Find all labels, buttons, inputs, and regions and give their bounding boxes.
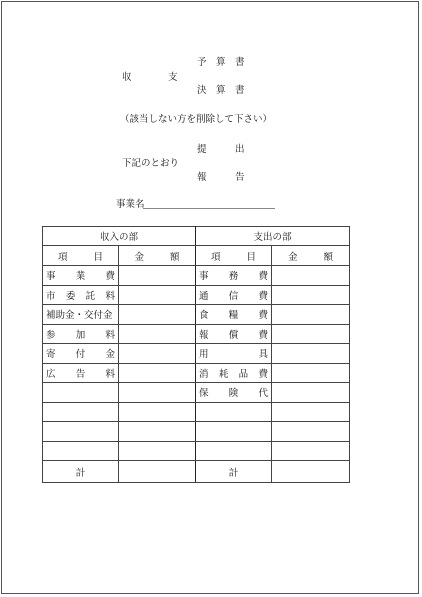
expense-section-header: 支出の部 — [196, 227, 350, 246]
income-item-char: 託 — [85, 290, 96, 302]
expense-item-char: 代 — [258, 388, 268, 400]
expense-amount-cell[interactable] — [272, 363, 350, 383]
expense-total-label: 計 — [196, 461, 272, 483]
expense-total-amount[interactable] — [272, 461, 350, 483]
expense-item-cell — [196, 266, 272, 286]
expense-amount-cell[interactable] — [272, 383, 350, 403]
income-amount-cell[interactable] — [119, 422, 196, 442]
expense-item-char: 費 — [258, 329, 268, 341]
expense-item-cell — [196, 324, 272, 344]
income-item-header: 項 目 — [43, 246, 119, 266]
income-item-cell — [43, 266, 119, 286]
income-item-char: 料 — [105, 290, 115, 302]
income-item-char: 市 — [46, 290, 56, 302]
expense-item-char: 用 — [199, 349, 209, 361]
income-item-char: 料 — [105, 329, 115, 341]
kessansho-label: 決 算 書 — [197, 85, 245, 96]
expense-item-char: 耗 — [218, 368, 229, 380]
income-item-char: 金 — [105, 349, 115, 361]
jigyo-name-line — [143, 208, 275, 209]
expense-amount-cell[interactable] — [272, 324, 350, 344]
expense-item-char: 事 — [199, 271, 209, 283]
expense-item-char: 務 — [228, 271, 239, 283]
table-row — [43, 324, 350, 344]
income-item-cell — [43, 441, 119, 461]
expense-amount-cell[interactable] — [272, 344, 350, 364]
income-item-char: 参 — [46, 329, 56, 341]
income-amount-cell[interactable] — [119, 266, 196, 286]
income-amount-cell[interactable] — [119, 402, 196, 422]
income-amount-cell[interactable] — [119, 383, 196, 403]
income-amount-cell[interactable] — [119, 344, 196, 364]
expense-amount-cell[interactable] — [272, 285, 350, 305]
hokoku-char-1: 報 — [197, 172, 207, 183]
income-amount-header: 金 額 — [119, 246, 196, 266]
expense-item-header: 項 目 — [196, 246, 272, 266]
table-row — [43, 305, 350, 325]
income-item-cell — [43, 422, 119, 442]
budget-ledger-table — [42, 226, 350, 483]
table-row — [43, 363, 350, 383]
expense-item-char: 消 — [199, 368, 209, 380]
expense-item-char: 具 — [258, 349, 269, 361]
expense-item-cell — [196, 383, 272, 403]
expense-item-char: 険 — [228, 388, 239, 400]
income-amount-cell[interactable] — [119, 441, 196, 461]
expense-item-cell — [196, 441, 272, 461]
expense-amount-cell[interactable] — [272, 266, 350, 286]
expense-item-cell — [196, 285, 272, 305]
income-total-label: 計 — [43, 461, 119, 483]
kaki-label: 下記のとおり — [122, 158, 180, 169]
total-row — [43, 461, 350, 483]
income-item-cell — [43, 324, 119, 344]
expense-item-cell — [196, 402, 272, 422]
income-amount-cell[interactable] — [119, 305, 196, 325]
income-section-header: 収入の部 — [43, 227, 196, 246]
expense-item-char: 食 — [199, 310, 209, 322]
income-amount-cell[interactable] — [119, 324, 196, 344]
table-row — [43, 266, 350, 286]
table-row — [43, 285, 350, 305]
income-item-char: 費 — [105, 271, 115, 283]
expense-item-char: 費 — [258, 310, 268, 322]
column-header-row — [43, 246, 350, 266]
income-item-cell — [43, 285, 119, 305]
income-amount-cell[interactable] — [119, 363, 196, 383]
document-page — [1, 1, 419, 594]
income-item-char: 補助金・交付金 — [46, 310, 113, 322]
income-item-char: 事 — [46, 271, 56, 283]
expense-item-cell — [196, 363, 272, 383]
expense-item-char: 糧 — [228, 310, 239, 322]
expense-item-cell — [196, 305, 272, 325]
shushi-left-char: 収 — [122, 72, 132, 83]
jigyo-name-label: 事業名 — [116, 199, 145, 210]
income-item-char: 業 — [75, 271, 86, 283]
expense-item-cell — [196, 344, 272, 364]
delete-note: （該当しない方を削除して下さい） — [120, 114, 273, 125]
expense-amount-cell[interactable] — [272, 422, 350, 442]
income-total-amount[interactable] — [119, 461, 196, 483]
expense-amount-header: 金 額 — [272, 246, 350, 266]
income-item-char: 委 — [65, 290, 76, 302]
expense-item-char: 費 — [258, 271, 268, 283]
income-item-cell — [43, 363, 119, 383]
income-item-char: 付 — [75, 349, 86, 361]
expense-item-char: 保 — [199, 388, 209, 400]
expense-item-char: 品 — [238, 368, 249, 380]
expense-item-cell — [196, 422, 272, 442]
table-row — [43, 422, 350, 442]
income-item-char: 告 — [75, 368, 86, 380]
income-item-cell — [43, 402, 119, 422]
income-item-char: 加 — [75, 329, 86, 341]
expense-amount-cell[interactable] — [272, 441, 350, 461]
income-item-cell — [43, 383, 119, 403]
hokoku-char-2: 告 — [235, 172, 245, 183]
income-item-char: 寄 — [46, 349, 56, 361]
shushi-right-char: 支 — [168, 72, 178, 83]
yosansho-label: 予 算 書 — [197, 57, 245, 68]
income-item-char: 料 — [105, 368, 115, 380]
table-row — [43, 344, 350, 364]
expense-item-char: 通 — [199, 290, 209, 302]
teishutsu-char-2: 出 — [235, 144, 245, 155]
expense-item-char: 償 — [228, 329, 239, 341]
income-amount-cell[interactable] — [119, 285, 196, 305]
expense-item-char: 費 — [258, 290, 268, 302]
income-item-cell — [43, 305, 119, 325]
teishutsu-char-1: 提 — [197, 144, 207, 155]
income-item-cell — [43, 344, 119, 364]
table-row — [43, 441, 350, 461]
table-row — [43, 383, 350, 403]
expense-item-char: 報 — [199, 329, 209, 341]
expense-amount-cell[interactable] — [272, 305, 350, 325]
income-item-char: 広 — [46, 368, 56, 380]
expense-item-char: 費 — [258, 368, 269, 380]
expense-item-char: 信 — [228, 290, 239, 302]
table-row — [43, 402, 350, 422]
expense-amount-cell[interactable] — [272, 402, 350, 422]
